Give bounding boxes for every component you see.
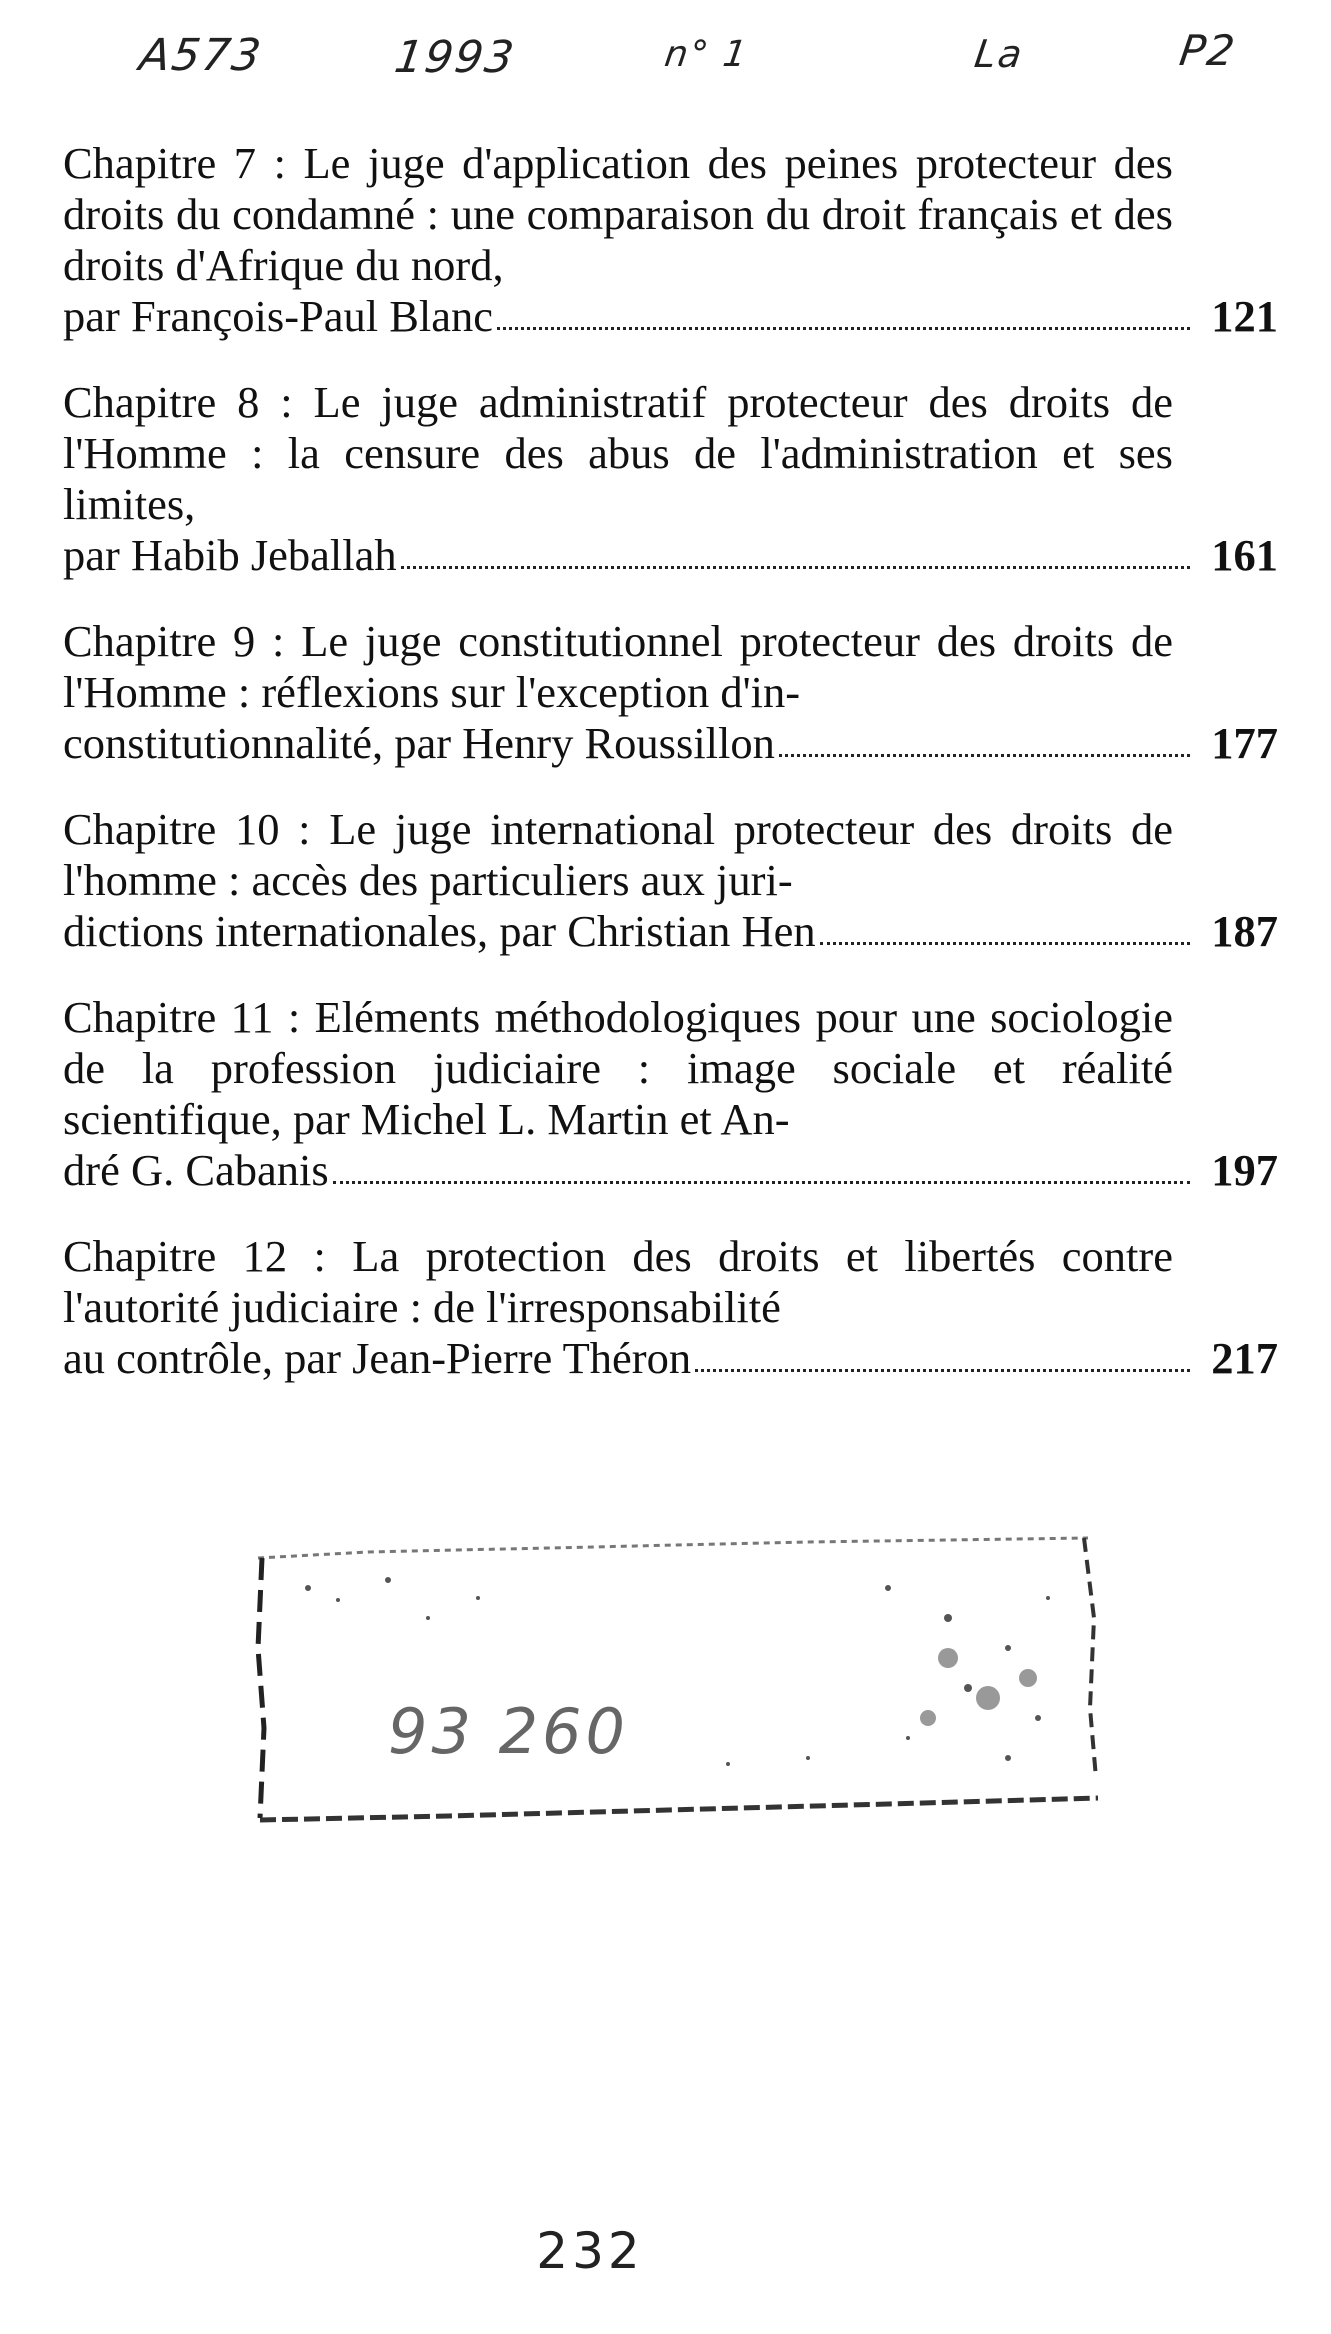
toc-entry-last-line: [63, 1333, 1278, 1384]
toc-entry-text: Chapitre 7 : Le juge d'application des peines protecteur des droits du condamné : une comparaison du droit français et des droits d'Afrique du nord,: [63, 138, 1173, 290]
dot-leader: [779, 754, 1190, 757]
handwritten-note: P2: [1176, 26, 1240, 75]
page-number: 232: [536, 2222, 644, 2280]
toc-entry: [63, 804, 1278, 957]
toc-entry: [63, 992, 1278, 1196]
table-of-contents: [63, 138, 1278, 1419]
dot-leader: [695, 1369, 1190, 1372]
handwritten-note: 1993: [391, 32, 519, 83]
toc-entry-text: Chapitre 8 : Le juge administratif protecteur des droits de l'Homme : la censure des abus de l'administration et ses limites,: [63, 377, 1173, 529]
toc-entry: [63, 377, 1278, 581]
toc-page-number: 121: [1211, 291, 1278, 341]
toc-entry-last-line: [63, 291, 1278, 342]
toc-entry-text: Chapitre 12 : La protection des droits et libertés contre l'autorité judiciaire : de l'irresponsabilité: [63, 1231, 1173, 1332]
toc-entry-last-line: [63, 1145, 1278, 1196]
toc-entry-author: constitutionnalité, par Henry Roussillon: [63, 718, 775, 768]
toc-entry: [63, 1231, 1278, 1384]
toc-entry: [63, 138, 1278, 342]
dot-leader: [333, 1181, 1190, 1184]
toc-page-number: 161: [1211, 530, 1278, 580]
toc-entry-text: Chapitre 9 : Le juge constitutionnel protecteur des droits de l'Homme : réflexions sur l'exception d'in-: [63, 616, 1173, 717]
dot-leader: [497, 327, 1190, 330]
toc-entry-last-line: [63, 530, 1278, 581]
toc-page-number: 187: [1211, 906, 1278, 956]
toc-entry-text: Chapitre 11 : Eléments méthodologiques pour une sociologie de la profession judiciaire : image sociale et réalité scientifique, par Michel L. Martin et An-: [63, 992, 1173, 1144]
handwritten-annotations: [0, 20, 1331, 110]
toc-entry-author: par François-Paul Blanc: [63, 291, 494, 341]
dot-leader: [401, 566, 1190, 569]
toc-entry-last-line: [63, 906, 1278, 957]
toc-entry-author: par Habib Jeballah: [63, 530, 397, 580]
toc-entry-author: dré G. Cabanis: [63, 1145, 329, 1195]
toc-page-number: 217: [1211, 1333, 1278, 1383]
toc-entry-author: dictions internationales, par Christian Hen: [63, 906, 816, 956]
toc-page-number: 197: [1211, 1145, 1278, 1195]
handwritten-note: La: [971, 32, 1027, 76]
handwritten-note: A573: [136, 30, 266, 81]
library-stamp: [248, 1528, 1108, 1848]
dot-leader: [820, 942, 1190, 945]
toc-entry-text: Chapitre 10 : Le juge international protecteur des droits de l'homme : accès des particuliers aux juri-: [63, 804, 1173, 905]
toc-entry-author: au contrôle, par Jean-Pierre Théron: [63, 1333, 692, 1383]
stamp-graphic: [248, 1528, 1108, 1848]
toc-page-number: 177: [1211, 718, 1278, 768]
stamp-number: 93 260: [388, 1695, 629, 1768]
handwritten-note: n° 1: [662, 34, 752, 75]
toc-entry-last-line: [63, 718, 1278, 769]
toc-entry: [63, 616, 1278, 769]
